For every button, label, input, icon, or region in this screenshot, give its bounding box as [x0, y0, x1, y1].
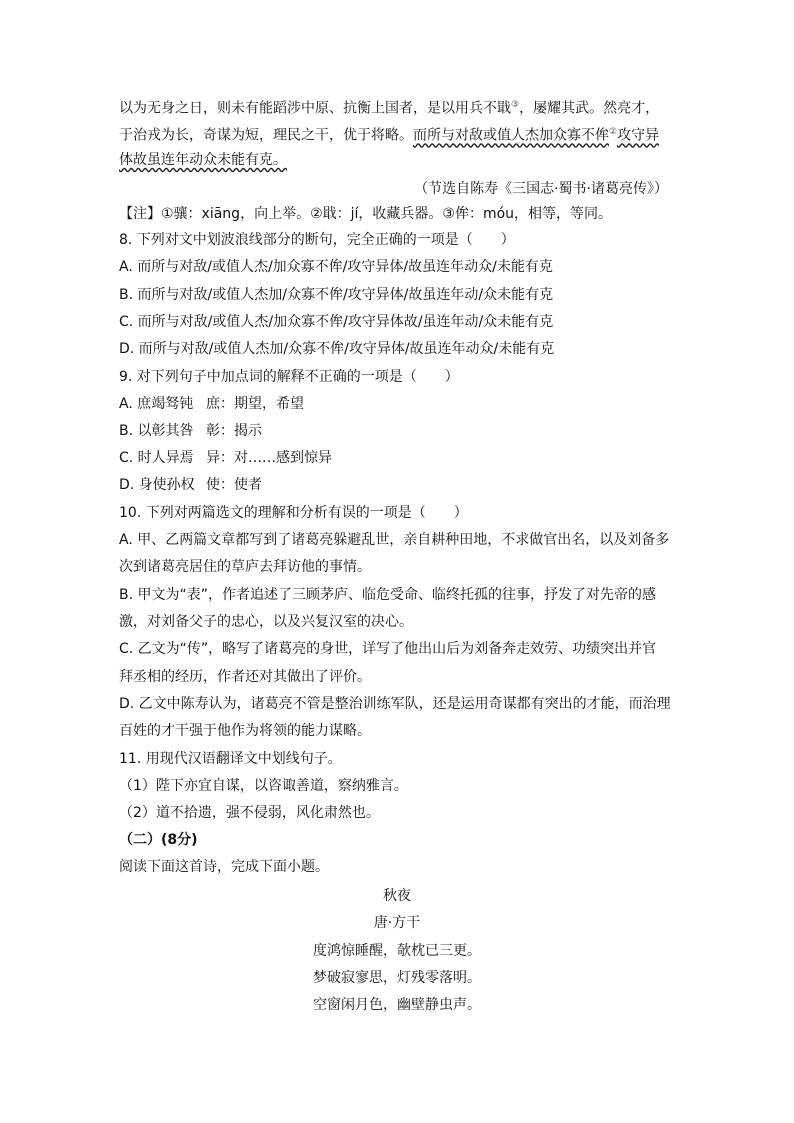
option-meaning: 庶：期望，希望 [206, 396, 304, 412]
question-8-option-b: B. 而所与对敌/或值人杰加/众寡不侔/攻守异体/故虽连年动/众未能有克 [119, 287, 554, 303]
question-11-sentence-1: （1）陛下亦宜自谋，以咨诹善道，察纳雅言。 [119, 778, 408, 794]
question-8-stem: 8. 下列对文中划波浪线部分的断句，完全正确的一项是（ ） [119, 232, 515, 248]
option-word: D. 身使孙权 [119, 477, 195, 493]
poem-title: 秋夜 [383, 888, 411, 904]
section-intro: 阅读下面这首诗，完成下面小题。 [119, 859, 329, 875]
annotation-note: 【注】①骧：xiāng，向上举。②戢：jí，收藏兵器。③侔：móu，相等，等同。 [119, 206, 613, 222]
poem-author: 唐·方干 [373, 915, 421, 931]
question-11-sentence-2: （2）道不拾遗，强不侵弱，风化肃然也。 [119, 805, 380, 821]
wavy-underlined-text: 攻守异 [617, 127, 660, 144]
passage-text: 以为无身之日，则未有能蹈涉中原、抗衡上国者，是以用兵不戢 [119, 100, 511, 117]
question-9-option-a [119, 394, 304, 414]
question-11-stem: 11. 用现代汉语翻译文中划线句子。 [119, 751, 342, 767]
question-9-option-c [119, 448, 332, 468]
option-word: A. 庶竭驽钝 [119, 396, 194, 412]
wavy-underlined-text: 而所与对敌或值人杰加众寡不侔 [413, 127, 609, 144]
passage-line-1 [119, 95, 659, 119]
passage-line-3 [119, 150, 287, 170]
question-9-option-d [119, 475, 262, 495]
passage-text: ，屡耀其武。然亮才， [519, 100, 660, 117]
question-10-option-d-line2: 百姓的才干强于他作为将领的能力谋略。 [119, 723, 371, 739]
question-10-option-c-line1: C. 乙文为“传”，略写了诸葛亮的身世，详写了他出山后为刘备奔走效劳、功绩突出并官 [119, 641, 657, 657]
question-9-option-b [119, 421, 262, 441]
option-meaning: 异：对……感到惊异 [206, 450, 332, 466]
option-meaning: 彰：揭示 [206, 423, 262, 439]
question-8-option-c: C. 而所与对敌/或值人杰/加众寡不侔/攻守异体故/虽连年动/众未能有克 [119, 314, 554, 330]
poem-line: 度鸿惊睡醒，欹枕已三更。 [313, 943, 481, 959]
section-heading: （二）(8分) [119, 832, 198, 848]
question-10-option-b-line2: 激，对刘备父子的忠心，以及兴复汉室的决心。 [119, 614, 413, 630]
passage-source: （节选自陈寿《三国志·蜀书·诸葛亮传》） [414, 181, 668, 197]
question-8-option-a: A. 而所与对敌/或值人杰/加众寡不侔/攻守异体/故虽连年动众/未能有克 [119, 259, 553, 275]
question-10-option-c-line2: 拜丞相的经历，作者还对其做出了评价。 [119, 669, 371, 685]
passage-line-2 [119, 122, 659, 146]
option-meaning: 使：使者 [206, 477, 262, 493]
passage-text: 于治戎为长，奇谋为短，理民之干，优于将略。 [119, 127, 413, 144]
footnote-mark: ③ [511, 100, 520, 110]
question-10-option-a-line2: 次到诸葛亮居住的草庐去拜访他的事情。 [119, 559, 371, 575]
option-word: B. 以彰其咎 [119, 423, 194, 439]
question-10-option-d-line1: D. 乙文中陈寿认为，诸葛亮不管是整治训练军队，还是运用奇谋都有突出的才能，而治理 [119, 696, 671, 712]
question-10-option-b-line1: B. 甲文为“表”，作者追述了三顾茅庐、临危受命、临终托孤的往事，抒发了对先帝的感 [119, 587, 657, 603]
question-10-stem: 10. 下列对两篇选文的理解和分析有误的一项是（ ） [119, 505, 468, 521]
option-word: C. 时人异焉 [119, 450, 194, 466]
poem-line: 梦破寂寥思，灯残零落明。 [313, 970, 481, 986]
separator-mark: ② [609, 127, 618, 137]
question-8-option-d: D. 而所与对敌/或值人杰加/众寡不侔/攻守异体/故虽连年动众/未能有克 [119, 341, 555, 357]
question-9-stem: 9. 对下列句子中加点词的解释不正确的一项是（ ） [119, 369, 459, 385]
question-10-option-a-line1: A. 甲、乙两篇文章都写到了诸葛亮躲避乱世，亲自耕种田地，不求做官出名，以及刘备多 [119, 532, 670, 548]
wavy-underlined-text: 体故虽连年动众未能有克。 [119, 152, 287, 168]
poem-line: 空窗闲月色，幽壁静虫声。 [313, 997, 481, 1013]
